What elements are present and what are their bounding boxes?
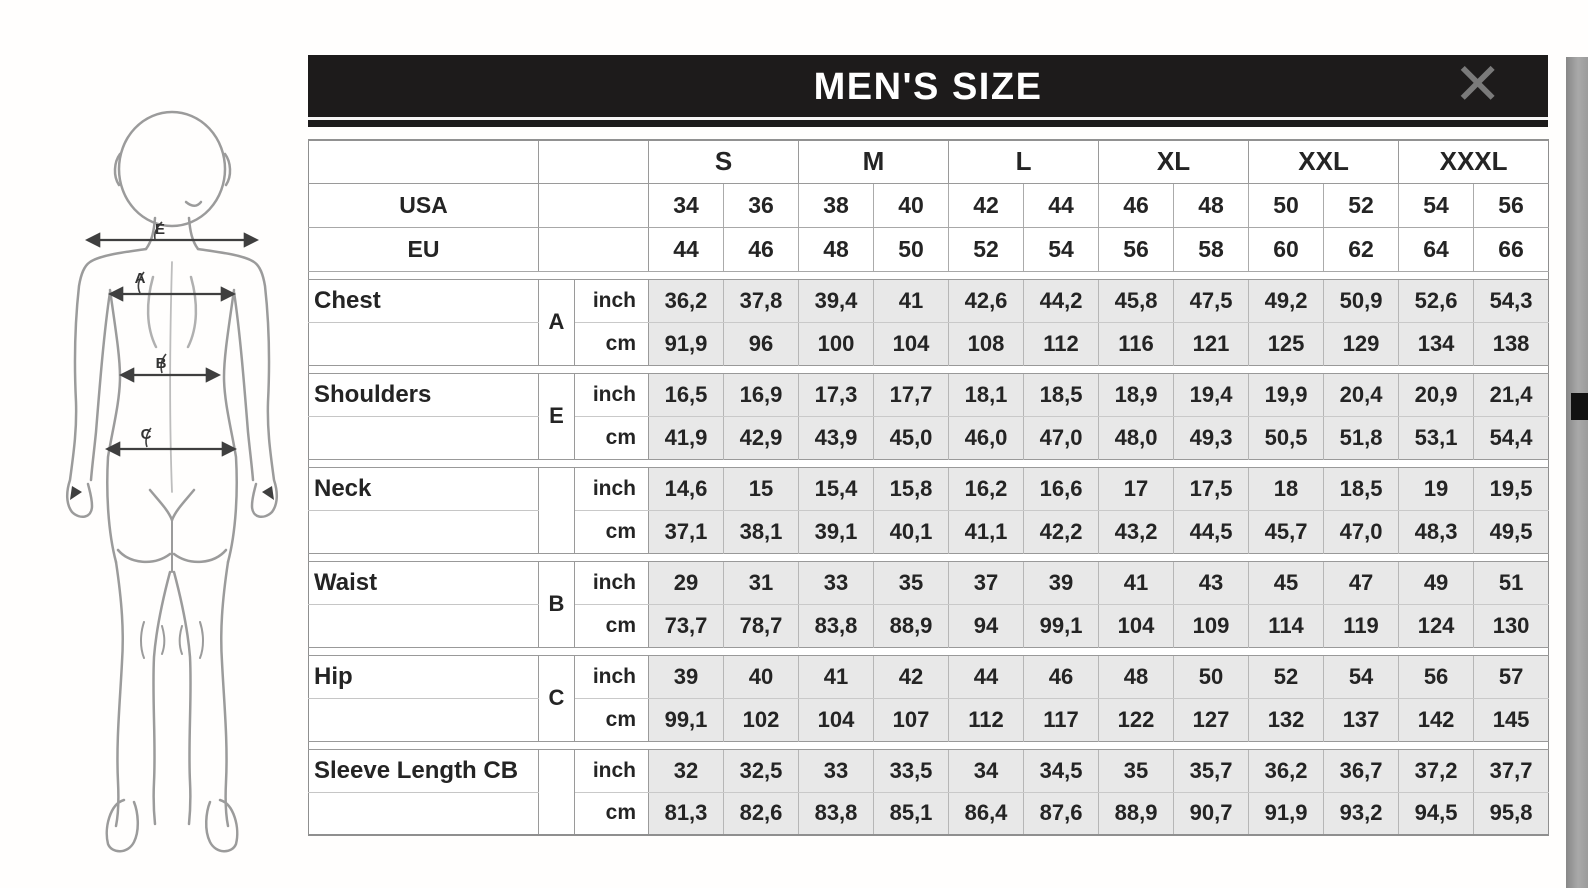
conversion-row-label: USA <box>309 183 539 227</box>
measurement-cell: 29 <box>649 561 724 604</box>
measurement-cell: 47,0 <box>1024 416 1099 459</box>
conversion-cell: 54 <box>1399 183 1474 227</box>
body-figure-svg <box>58 102 310 864</box>
measurement-cell: 41 <box>874 279 949 322</box>
unit-label-cm: cm <box>575 510 649 553</box>
measurement-cell: 116 <box>1099 322 1174 365</box>
measurement-cell: 16,2 <box>949 467 1024 510</box>
measurement-cell: 19,4 <box>1174 373 1249 416</box>
body-outline <box>67 112 277 851</box>
measurement-cell: 83,8 <box>799 792 874 835</box>
measurement-cell: 33 <box>799 749 874 792</box>
measurement-cell: 20,4 <box>1324 373 1399 416</box>
measurement-cell: 47,0 <box>1324 510 1399 553</box>
measurement-cell: 34 <box>949 749 1024 792</box>
conversion-cell: 56 <box>1474 183 1549 227</box>
measurement-cell: 127 <box>1174 698 1249 741</box>
unit-label-cm: cm <box>575 792 649 835</box>
measurement-letter <box>539 749 575 835</box>
measurement-cell: 87,6 <box>1024 792 1099 835</box>
size-col-header: S <box>649 140 799 183</box>
measurement-cell: 94 <box>949 604 1024 647</box>
measurement-cell: 129 <box>1324 322 1399 365</box>
measurement-cell: 19 <box>1399 467 1474 510</box>
measurement-cell: 49,5 <box>1474 510 1549 553</box>
measurement-cell: 16,5 <box>649 373 724 416</box>
measurement-cell: 83,8 <box>799 604 874 647</box>
group-separator <box>309 647 1549 655</box>
measurement-cell: 46 <box>1024 655 1099 698</box>
size-chart-modal <box>308 52 1548 836</box>
conversion-cell: 48 <box>799 227 874 271</box>
measurement-cell: 35 <box>874 561 949 604</box>
measurement-cell: 56 <box>1399 655 1474 698</box>
measurement-cell: 14,6 <box>649 467 724 510</box>
measurement-cell: 40,1 <box>874 510 949 553</box>
conversion-cell: 46 <box>724 227 799 271</box>
measurement-cell: 48,3 <box>1399 510 1474 553</box>
measurement-cell: 21,4 <box>1474 373 1549 416</box>
measurement-cell: 20,9 <box>1399 373 1474 416</box>
group-separator <box>309 271 1549 279</box>
measurement-cell: 17 <box>1099 467 1174 510</box>
measurement-cell: 49,2 <box>1249 279 1324 322</box>
measurement-cell: 47,5 <box>1174 279 1249 322</box>
measurement-cell: 114 <box>1249 604 1324 647</box>
measurement-cell: 121 <box>1174 322 1249 365</box>
measurement-cell: 104 <box>1099 604 1174 647</box>
measurement-label: Sleeve Length CB <box>309 749 539 792</box>
measurement-cell: 45,7 <box>1249 510 1324 553</box>
label-hip-C: C <box>140 426 152 443</box>
measurement-label-spacer <box>309 698 539 741</box>
measurement-cell: 41,9 <box>649 416 724 459</box>
measurement-cell: 39,1 <box>799 510 874 553</box>
measurement-cell: 47 <box>1324 561 1399 604</box>
measurement-label: Waist <box>309 561 539 604</box>
measurement-cell: 37,1 <box>649 510 724 553</box>
conversion-cell: 46 <box>1099 183 1174 227</box>
measurement-cell: 51 <box>1474 561 1549 604</box>
measurement-cell: 109 <box>1174 604 1249 647</box>
measurement-cell: 52,6 <box>1399 279 1474 322</box>
measurement-cell: 51,8 <box>1324 416 1399 459</box>
measurement-cell: 50,9 <box>1324 279 1399 322</box>
measurement-cell: 112 <box>949 698 1024 741</box>
measurement-cell: 90,7 <box>1174 792 1249 835</box>
measurement-cell: 124 <box>1399 604 1474 647</box>
measurement-cell: 33 <box>799 561 874 604</box>
conversion-cell: 64 <box>1399 227 1474 271</box>
measurement-cell: 99,1 <box>649 698 724 741</box>
measurement-cell: 43,9 <box>799 416 874 459</box>
label-shoulders-E: E <box>154 221 166 238</box>
measurement-cell: 46,0 <box>949 416 1024 459</box>
measurement-cell: 45,0 <box>874 416 949 459</box>
measurement-cell: 43 <box>1174 561 1249 604</box>
measurement-cell: 94,5 <box>1399 792 1474 835</box>
measurement-cell: 36,2 <box>1249 749 1324 792</box>
conversion-cell: 62 <box>1324 227 1399 271</box>
measurement-cell: 36,2 <box>649 279 724 322</box>
measurement-cell: 130 <box>1474 604 1549 647</box>
modal-title: MEN'S SIZE <box>813 65 1043 108</box>
conversion-cell: 56 <box>1099 227 1174 271</box>
unit-label-inch: inch <box>575 561 649 604</box>
measurement-cell: 54 <box>1324 655 1399 698</box>
measurement-cell: 86,4 <box>949 792 1024 835</box>
measurement-cell: 44,2 <box>1024 279 1099 322</box>
scrollbar-track[interactable] <box>1566 57 1588 888</box>
unit-label-cm: cm <box>575 604 649 647</box>
close-icon[interactable]: ✕ <box>1453 52 1502 117</box>
measurement-cell: 19,9 <box>1249 373 1324 416</box>
group-separator <box>309 741 1549 749</box>
measurement-cell: 96 <box>724 322 799 365</box>
measurement-cell: 48,0 <box>1099 416 1174 459</box>
measurement-label-spacer <box>309 792 539 835</box>
unit-label-inch: inch <box>575 467 649 510</box>
measurement-cell: 53,1 <box>1399 416 1474 459</box>
measurement-cell: 39 <box>649 655 724 698</box>
measurement-cell: 15 <box>724 467 799 510</box>
measurement-label: Shoulders <box>309 373 539 416</box>
size-col-header: L <box>949 140 1099 183</box>
measurement-cell: 138 <box>1474 322 1549 365</box>
group-separator <box>309 553 1549 561</box>
measurement-cell: 81,3 <box>649 792 724 835</box>
measurement-cell: 88,9 <box>1099 792 1174 835</box>
conversion-cell: 52 <box>1324 183 1399 227</box>
measurement-cell: 18 <box>1249 467 1324 510</box>
measurement-cell: 102 <box>724 698 799 741</box>
measurement-cell: 41 <box>1099 561 1174 604</box>
measurement-cell: 43,2 <box>1099 510 1174 553</box>
measurement-cell: 18,5 <box>1024 373 1099 416</box>
measurement-cell: 107 <box>874 698 949 741</box>
letter-unit-spacer <box>539 140 649 183</box>
measurement-cell: 35,7 <box>1174 749 1249 792</box>
conversion-cell: 44 <box>649 227 724 271</box>
measurement-label-spacer <box>309 416 539 459</box>
measurement-cell: 42 <box>874 655 949 698</box>
letter-unit-spacer <box>539 227 649 271</box>
unit-label-inch: inch <box>575 655 649 698</box>
measurement-cell: 42,9 <box>724 416 799 459</box>
measurement-cell: 93,2 <box>1324 792 1399 835</box>
size-table <box>308 139 1549 836</box>
measurement-label: Neck <box>309 467 539 510</box>
measurement-cell: 18,5 <box>1324 467 1399 510</box>
measurement-cell: 39,4 <box>799 279 874 322</box>
measurement-letter: C <box>539 655 575 741</box>
unit-label-cm: cm <box>575 416 649 459</box>
conversion-cell: 54 <box>1024 227 1099 271</box>
unit-label-cm: cm <box>575 698 649 741</box>
measurement-cell: 112 <box>1024 322 1099 365</box>
measurement-cell: 122 <box>1099 698 1174 741</box>
measurement-cell: 35 <box>1099 749 1174 792</box>
measurement-cell: 38,1 <box>724 510 799 553</box>
measurement-cell: 18,1 <box>949 373 1024 416</box>
measurement-cell: 32 <box>649 749 724 792</box>
measurement-cell: 50,5 <box>1249 416 1324 459</box>
measurement-cell: 73,7 <box>649 604 724 647</box>
measurement-cell: 137 <box>1324 698 1399 741</box>
measurement-cell: 41,1 <box>949 510 1024 553</box>
measurement-cell: 15,4 <box>799 467 874 510</box>
measurement-cell: 45 <box>1249 561 1324 604</box>
size-col-header: M <box>799 140 949 183</box>
measurement-cell: 16,6 <box>1024 467 1099 510</box>
measurement-cell: 17,7 <box>874 373 949 416</box>
measurement-label: Chest <box>309 279 539 322</box>
conversion-cell: 48 <box>1174 183 1249 227</box>
measurement-cell: 50 <box>1174 655 1249 698</box>
body-measurement-diagram <box>58 102 310 864</box>
conversion-cell: 38 <box>799 183 874 227</box>
measurement-cell: 48 <box>1099 655 1174 698</box>
group-separator <box>309 365 1549 373</box>
measurement-cell: 49 <box>1399 561 1474 604</box>
measurement-cell: 82,6 <box>724 792 799 835</box>
measurement-cell: 34,5 <box>1024 749 1099 792</box>
measurement-cell: 42,6 <box>949 279 1024 322</box>
conversion-row-label: EU <box>309 227 539 271</box>
measurement-cell: 104 <box>799 698 874 741</box>
measurement-cell: 37 <box>949 561 1024 604</box>
measurement-cell: 125 <box>1249 322 1324 365</box>
measurement-cell: 15,8 <box>874 467 949 510</box>
unit-label-inch: inch <box>575 279 649 322</box>
conversion-cell: 66 <box>1474 227 1549 271</box>
measurement-cell: 119 <box>1324 604 1399 647</box>
measurement-cell: 85,1 <box>874 792 949 835</box>
corner-cell <box>309 140 539 183</box>
conversion-cell: 44 <box>1024 183 1099 227</box>
conversion-cell: 60 <box>1249 227 1324 271</box>
measurement-cell: 16,9 <box>724 373 799 416</box>
measurement-cell: 117 <box>1024 698 1099 741</box>
conversion-cell: 36 <box>724 183 799 227</box>
measurement-cell: 91,9 <box>1249 792 1324 835</box>
measurement-cell: 57 <box>1474 655 1549 698</box>
measurement-cell: 142 <box>1399 698 1474 741</box>
measurement-cell: 18,9 <box>1099 373 1174 416</box>
measurement-cell: 17,3 <box>799 373 874 416</box>
conversion-cell: 42 <box>949 183 1024 227</box>
measurement-label-spacer <box>309 322 539 365</box>
conversion-cell: 50 <box>1249 183 1324 227</box>
measurement-cell: 41 <box>799 655 874 698</box>
measurement-cell: 134 <box>1399 322 1474 365</box>
unit-label-inch: inch <box>575 749 649 792</box>
measurement-cell: 100 <box>799 322 874 365</box>
measurement-label: Hip <box>309 655 539 698</box>
measurement-cell: 36,7 <box>1324 749 1399 792</box>
measurement-cell: 45,8 <box>1099 279 1174 322</box>
measurement-letter: B <box>539 561 575 647</box>
measurement-cell: 88,9 <box>874 604 949 647</box>
measurement-cell: 91,9 <box>649 322 724 365</box>
group-separator <box>309 459 1549 467</box>
measurement-letter: A <box>539 279 575 365</box>
letter-unit-spacer <box>539 183 649 227</box>
measurement-cell: 37,8 <box>724 279 799 322</box>
measurement-cell: 31 <box>724 561 799 604</box>
size-col-header: XXL <box>1249 140 1399 183</box>
measurement-cell: 42,2 <box>1024 510 1099 553</box>
measurement-cell: 95,8 <box>1474 792 1549 835</box>
scrollbar-thumb[interactable] <box>1571 393 1588 420</box>
measurement-cell: 44,5 <box>1174 510 1249 553</box>
conversion-cell: 50 <box>874 227 949 271</box>
label-chest-A: A <box>134 270 146 287</box>
measurement-cell: 108 <box>949 322 1024 365</box>
conversion-cell: 58 <box>1174 227 1249 271</box>
measurement-cell: 132 <box>1249 698 1324 741</box>
measurement-cell: 37,2 <box>1399 749 1474 792</box>
conversion-cell: 40 <box>874 183 949 227</box>
unit-label-cm: cm <box>575 322 649 365</box>
measurement-label-spacer <box>309 604 539 647</box>
size-col-header: XL <box>1099 140 1249 183</box>
unit-label-inch: inch <box>575 373 649 416</box>
measurement-cell: 54,4 <box>1474 416 1549 459</box>
measurement-cell: 49,3 <box>1174 416 1249 459</box>
measurement-label-spacer <box>309 510 539 553</box>
measurement-cell: 52 <box>1249 655 1324 698</box>
size-col-header: XXXL <box>1399 140 1549 183</box>
measurement-cell: 78,7 <box>724 604 799 647</box>
measurement-cell: 145 <box>1474 698 1549 741</box>
measurement-cell: 54,3 <box>1474 279 1549 322</box>
measurement-letter: E <box>539 373 575 459</box>
measurement-cell: 99,1 <box>1024 604 1099 647</box>
conversion-cell: 34 <box>649 183 724 227</box>
measurement-cell: 37,7 <box>1474 749 1549 792</box>
modal-titlebar <box>308 52 1548 127</box>
conversion-cell: 52 <box>949 227 1024 271</box>
measurement-cell: 33,5 <box>874 749 949 792</box>
measurement-cell: 39 <box>1024 561 1099 604</box>
measurement-cell: 17,5 <box>1174 467 1249 510</box>
measurement-cell: 19,5 <box>1474 467 1549 510</box>
measurement-cell: 32,5 <box>724 749 799 792</box>
measurement-cell: 44 <box>949 655 1024 698</box>
label-waist-B: B <box>155 355 167 372</box>
measurement-cell: 104 <box>874 322 949 365</box>
measurement-letter <box>539 467 575 553</box>
measurement-cell: 40 <box>724 655 799 698</box>
